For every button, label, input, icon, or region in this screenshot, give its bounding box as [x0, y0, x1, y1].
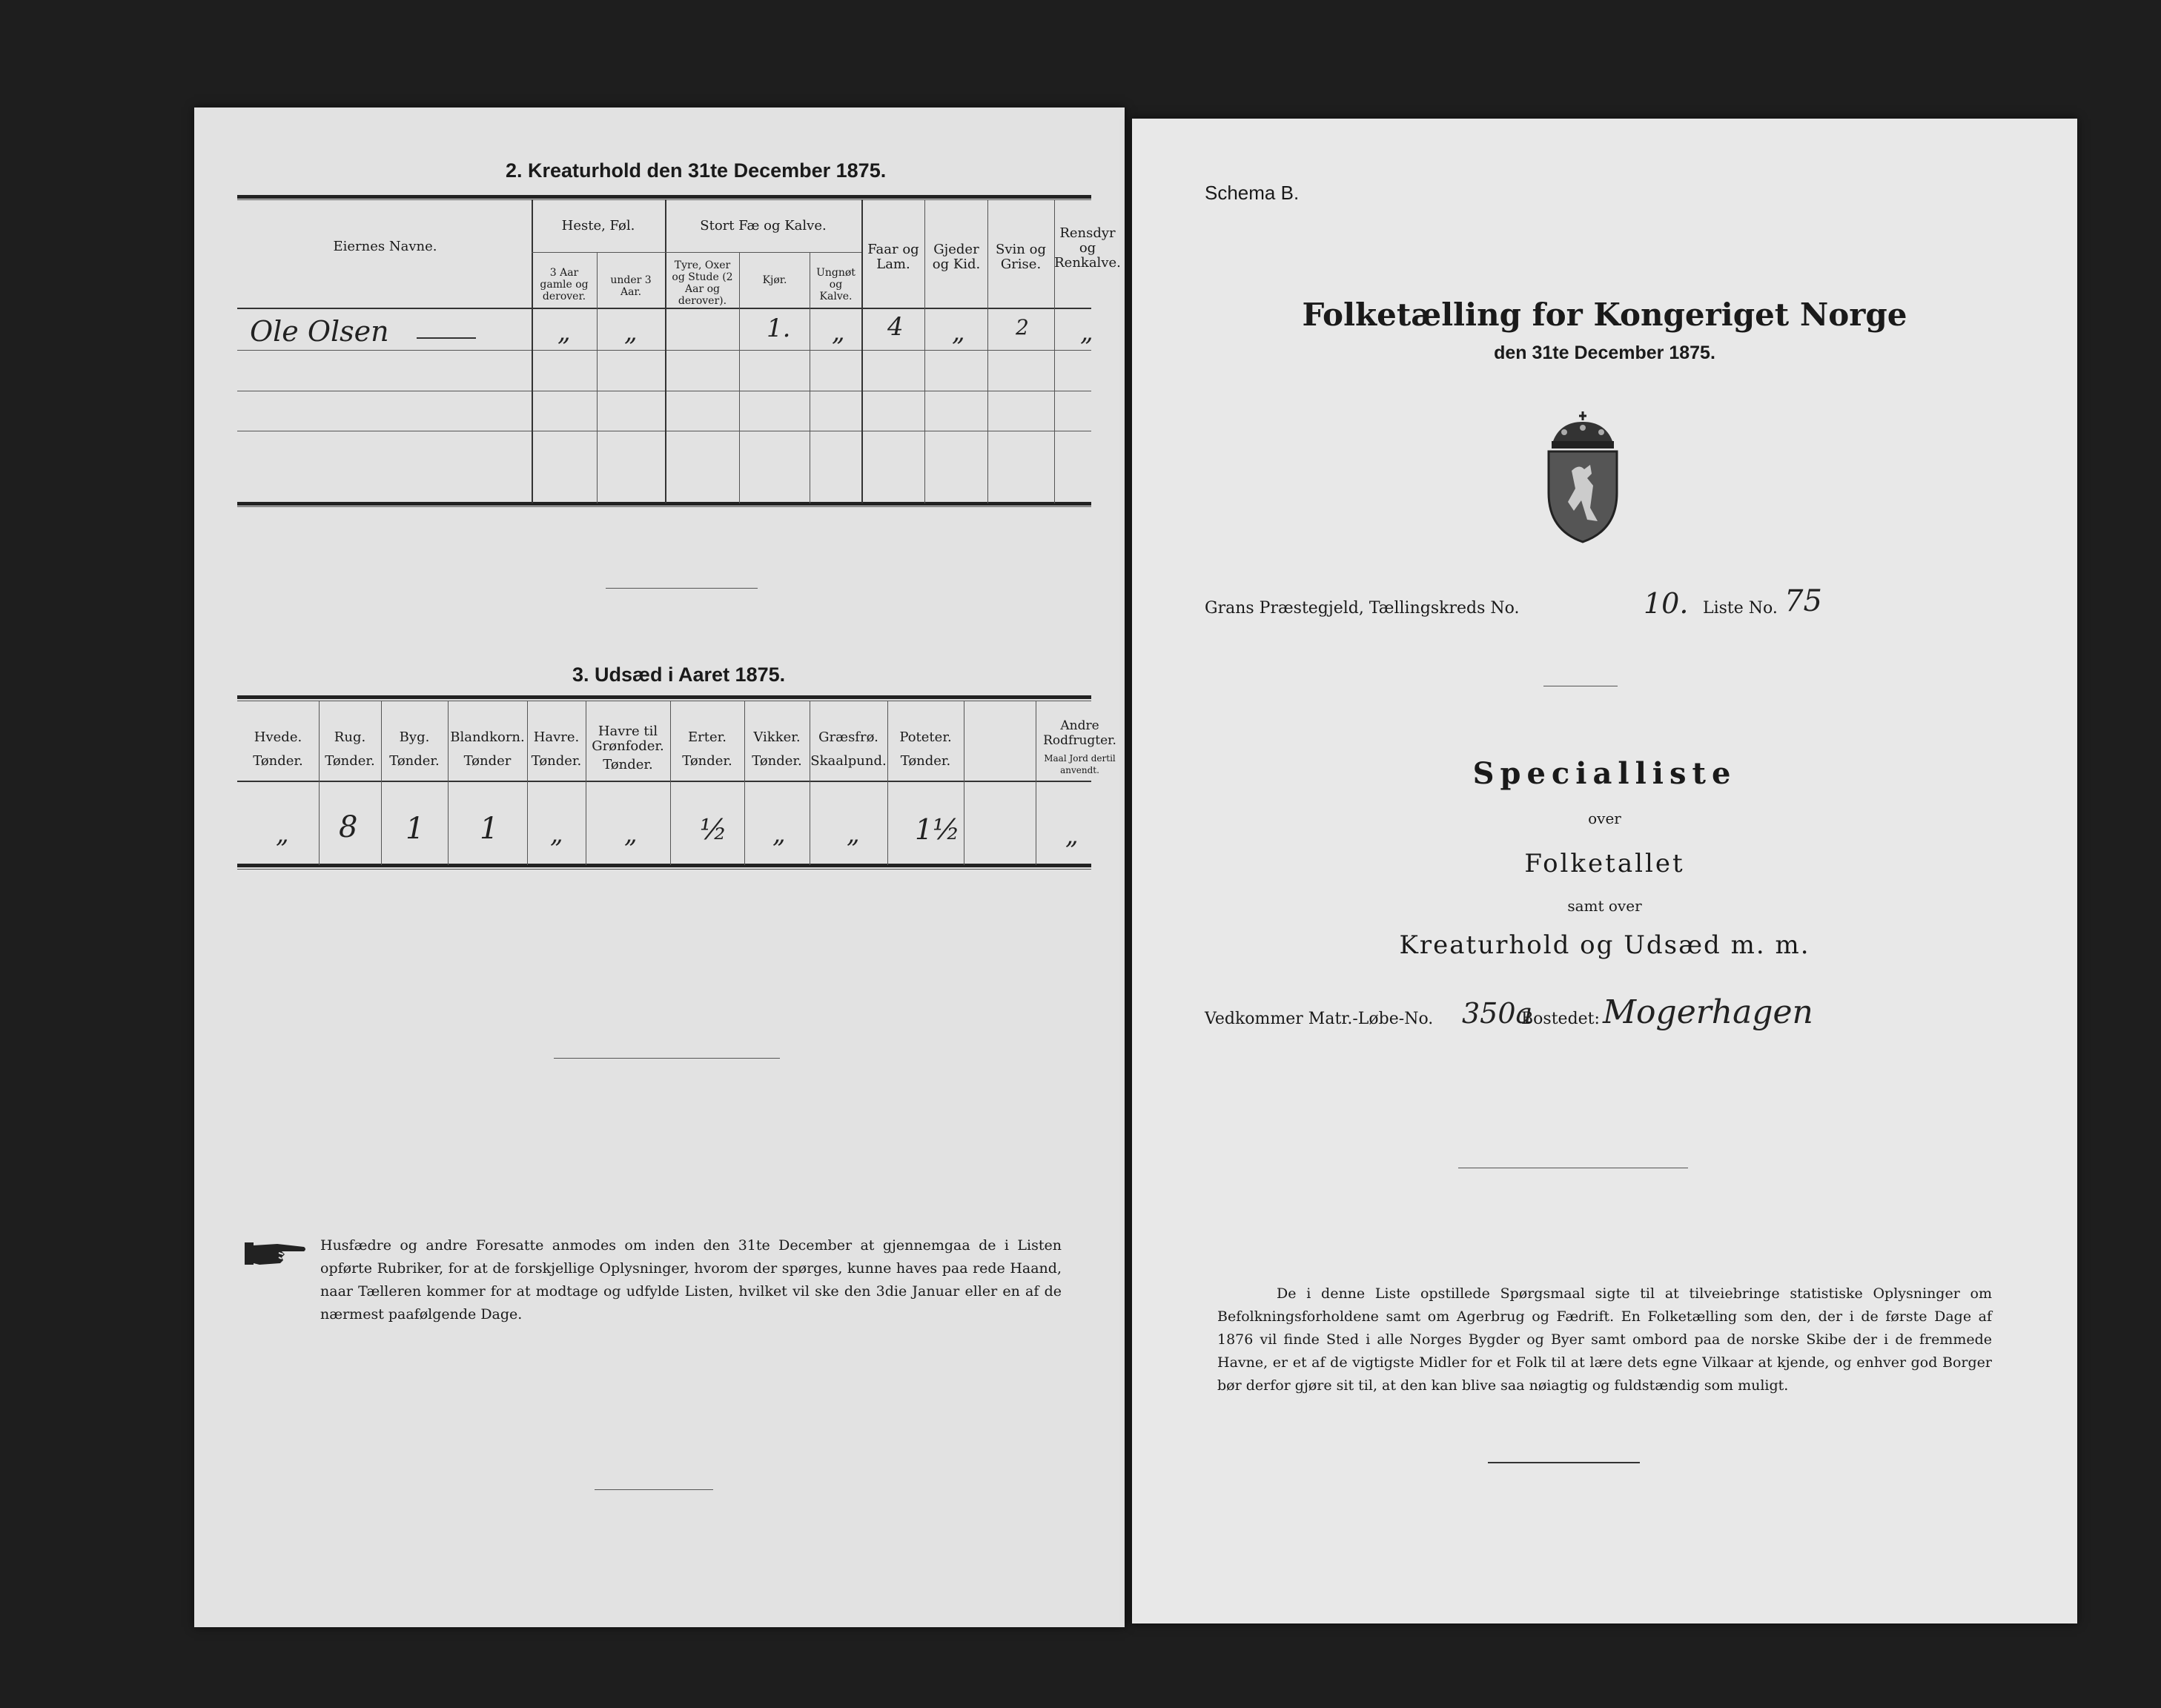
matr-label: Vedkommer Matr.-Løbe-No. [1205, 1010, 1434, 1028]
hvede-col-unit: Tønder. [253, 753, 303, 769]
divider [554, 1058, 780, 1059]
blandkorn-value: 1 [480, 812, 499, 846]
erter-value: ½ [700, 813, 727, 846]
blandkorn-col-header: Blandkorn. [450, 729, 525, 745]
graesfro-col-header: Græsfrø. [818, 729, 878, 745]
notice-text: Husfædre og andre Foresatte anmodes om inden den 31te December at gjennemgaa de i Listen opførte Rubriker, for at de forskjellige Oplysninger, hvorom der spørges, kunne haves paa rede Haand, naar Tælleren kommer for at modtage og udfylde Listen, hvilket vil ske den 3die Januar eller en af de nærmest paafølgende Dage. [320, 1237, 1062, 1323]
kreaturhold-text: Kreaturhold og Udsæd m. m. [1399, 930, 1810, 960]
havre-gronfoder-col-header: Havre til Grønfoder. [592, 724, 664, 754]
poteter-col-header: Poteter. [899, 729, 952, 745]
matr-no: 350a [1462, 997, 1533, 1030]
svin-value: 2 [1016, 315, 1029, 340]
bostedet-label: Bostedet: [1521, 1010, 1600, 1028]
gjeder-value: „ [952, 317, 965, 347]
rug-value: 8 [339, 810, 358, 844]
erter-col-header: Erter. [688, 729, 727, 745]
divider [606, 588, 758, 589]
blandkorn-col-unit: Tønder [463, 753, 512, 769]
byg-col-unit: Tønder. [389, 753, 440, 769]
faar-col-header: Faar og Lam. [867, 242, 919, 272]
intro-paragraph: De i denne Liste opstillede Spørgsmaal sigte til at tilveiebringe statistiske Oplysninger om Befolkningsforholdene samt om Agerbrug og Fædrift. En Folketælling som den, der i de første Dage af 1876 vil finde Sted i alle Norges Bygder og Byer samt ombord paa de norske Skibe der i de fremmede Havne, er et af de vigtigste Midler for et Folk til at lære dets egne Vilkaar at kjende, og enhver god Borger bør derfor gjøre sit til, at den kan blive saa nøiagtig og fuldstændig som muligt. [1217, 1285, 1992, 1394]
byg-value: 1 [406, 812, 425, 846]
gjeder-col-header: Gjeder og Kid. [932, 242, 981, 272]
specialliste-title: Specialliste [1472, 756, 1737, 791]
prestegjeld-label: Grans Præstegjeld, Tællingskreds No. [1205, 599, 1520, 618]
havre-gronfoder-value: „ [624, 819, 638, 849]
havre-col-unit: Tønder. [531, 753, 582, 769]
divider [595, 1489, 713, 1490]
poteter-col-unit: Tønder. [900, 753, 951, 769]
divider [1488, 1462, 1640, 1463]
owner-col-header: Eiernes Navne. [333, 239, 437, 254]
section2-title: 2. Kreaturhold den 31te December 1875. [506, 159, 887, 182]
heste-col-1: under 3 Aar. [610, 274, 652, 298]
hvede-value: „ [276, 819, 289, 849]
census-date: den 31te December 1875. [1494, 342, 1715, 363]
rug-col-header: Rug. [334, 729, 366, 745]
havre-value: „ [550, 819, 563, 849]
hvede-col-header: Hvede. [254, 729, 302, 745]
rensdyr-col-header: Rensdyr og Renkalve. [1054, 225, 1121, 271]
vikker-value: „ [772, 819, 786, 849]
svin-col-header: Svin og Grise. [996, 242, 1046, 272]
stort-group-header: Stort Fæ og Kalve. [700, 218, 827, 234]
schema-label: Schema B. [1205, 182, 1300, 204]
byg-col-header: Byg. [399, 729, 430, 745]
erter-col-unit: Tønder. [682, 753, 732, 769]
vikker-col-unit: Tønder. [752, 753, 802, 769]
graesfro-col-unit: Skaalpund. [810, 753, 887, 769]
section3-title: 3. Udsæd i Aaret 1875. [572, 663, 786, 686]
rensdyr-value: „ [1080, 317, 1093, 347]
right-page [1132, 119, 2077, 1623]
stort-col-0: Tyre, Oxer og Stude (2 Aar og derover). [672, 259, 733, 307]
stort-col-2: Ungnøt og Kalve. [816, 267, 856, 302]
owner-name: Ole Olsen [250, 315, 389, 348]
liste-no: 75 [1784, 584, 1822, 618]
folketallet-text: Folketallet [1524, 849, 1685, 878]
andre-value: „ [1065, 821, 1079, 850]
samt-over-text: samt over [1567, 897, 1642, 915]
kreds-no: 10. [1644, 587, 1689, 620]
ungnot-value: „ [832, 317, 845, 347]
main-title: Folketælling for Kongeriget Norge [1302, 297, 1907, 333]
rug-col-unit: Tønder. [325, 753, 375, 769]
havre-col-header: Havre. [533, 729, 580, 745]
heste-under3-value: „ [624, 317, 638, 347]
andre-col-unit: Maal Jord dertil anvendt. [1044, 753, 1116, 775]
pointing-hand-icon [245, 1238, 307, 1269]
heste-col-0: 3 Aar gamle og derover. [540, 267, 589, 302]
vikker-col-header: Vikker. [753, 729, 801, 745]
bostedet-value: Mogerhagen [1603, 993, 1813, 1031]
andre-col-header: Andre Rodfrugter. [1043, 718, 1116, 748]
left-page [194, 107, 1125, 1627]
liste-label: Liste No. [1703, 599, 1778, 618]
poteter-value: 1½ [915, 813, 961, 846]
faar-value: 4 [887, 312, 904, 342]
kjor-value: 1. [767, 314, 791, 343]
over-text-1: over [1588, 810, 1621, 827]
havre-gronfoder-col-unit: Tønder. [603, 757, 653, 772]
heste-group-header: Heste, Føl. [561, 218, 635, 234]
heste-3aar-value: „ [557, 317, 571, 347]
graesfro-value: „ [847, 819, 860, 849]
stort-col-1: Kjør. [762, 274, 787, 286]
coat-of-arms-icon [1538, 411, 1627, 545]
